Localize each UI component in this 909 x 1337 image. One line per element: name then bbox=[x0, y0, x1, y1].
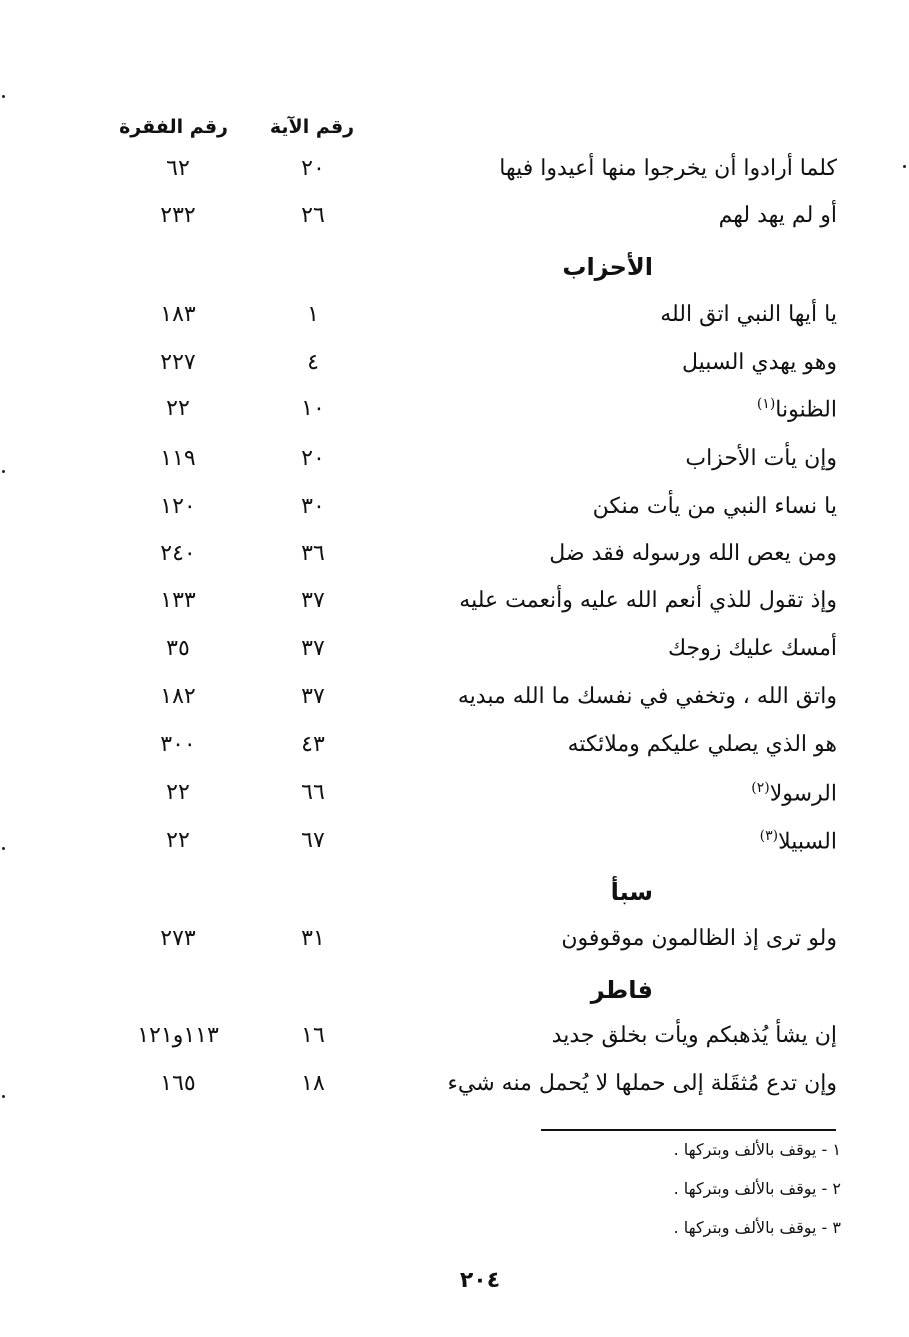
verse-text bbox=[757, 396, 837, 422]
verse-text: يا أيها النبي اتق الله bbox=[660, 302, 837, 327]
verse-word: الظنونا bbox=[775, 397, 837, 423]
section-heading-fatir: فاطر bbox=[590, 976, 653, 1004]
index-row bbox=[0, 1071, 909, 1111]
index-row bbox=[0, 541, 909, 581]
ayah-number: ٣٧ bbox=[301, 636, 325, 661]
verse-text bbox=[760, 828, 837, 854]
verse-text: أو لم يهد لهم bbox=[718, 203, 837, 228]
footnote-3: ٣ - يوقف بالألف وبتركها . bbox=[673, 1218, 841, 1237]
paragraph-number: ٢٣٢ bbox=[160, 203, 196, 228]
scan-speck bbox=[2, 95, 5, 98]
ayah-number: ٦٧ bbox=[301, 828, 325, 853]
paragraph-number: ١٨٢ bbox=[160, 684, 196, 709]
paragraph-number: ٣٠٠ bbox=[160, 732, 196, 757]
ayah-number: ٣١ bbox=[301, 926, 325, 951]
scan-speck bbox=[2, 847, 5, 850]
paragraph-number: ٢٢ bbox=[166, 828, 190, 853]
paragraph-number: ١١٣و١٢١ bbox=[137, 1023, 219, 1048]
scan-speck bbox=[2, 1095, 5, 1098]
index-row bbox=[0, 156, 909, 196]
footnote-marker: (١) bbox=[756, 396, 776, 412]
footnote-2: ٢ - يوقف بالألف وبتركها . bbox=[673, 1179, 841, 1198]
footnote-1: ١ - يوقف بالألف وبتركها . bbox=[673, 1140, 841, 1159]
index-row bbox=[0, 588, 909, 628]
page-number: ٢٠٤ bbox=[459, 1268, 501, 1293]
verse-text: هو الذي يصلي عليكم وملائكته bbox=[567, 732, 837, 757]
footnote-divider bbox=[541, 1129, 836, 1131]
index-row bbox=[0, 926, 909, 966]
index-row bbox=[0, 350, 909, 390]
index-row bbox=[0, 684, 909, 724]
verse-text: إن يشأ يُذهبكم ويأت بخلق جديد bbox=[551, 1023, 837, 1048]
scan-speck bbox=[903, 165, 906, 168]
index-row bbox=[0, 396, 909, 436]
ayah-number: ٢٠ bbox=[301, 156, 325, 181]
verse-text: كلما أرادوا أن يخرجوا منها أعيدوا فيها bbox=[499, 156, 837, 181]
index-row bbox=[0, 302, 909, 342]
verse-text bbox=[751, 780, 837, 806]
verse-text: ولو ترى إذ الظالمون موقوفون bbox=[561, 926, 837, 951]
paragraph-number: ٦٢ bbox=[166, 156, 190, 181]
footnote-marker: (٢) bbox=[751, 780, 770, 796]
paragraph-number: ٢٧٣ bbox=[160, 926, 196, 951]
paragraph-number: ٢٢ bbox=[166, 396, 190, 421]
ayah-number: ٣٦ bbox=[301, 541, 325, 566]
ayah-number: ٣٧ bbox=[301, 684, 325, 709]
verse-text: وإن تدع مُثقَلة إلى حملها لا يُحمل منه شيء bbox=[447, 1071, 837, 1096]
paragraph-number: ٢٢٧ bbox=[160, 350, 196, 375]
ayah-number: ٤٣ bbox=[301, 732, 325, 757]
ayah-number: ١ bbox=[307, 302, 319, 327]
verse-text: واتق الله ، وتخفي في نفسك ما الله مبديه bbox=[457, 684, 837, 709]
index-row bbox=[0, 203, 909, 243]
scan-speck bbox=[2, 470, 5, 473]
paragraph-number: ١٨٣ bbox=[160, 302, 196, 327]
index-row bbox=[0, 446, 909, 486]
ayah-number: ٢٠ bbox=[301, 446, 325, 471]
footnote-marker: (٣) bbox=[759, 828, 779, 844]
ayah-number: ١٦ bbox=[301, 1023, 325, 1048]
index-row bbox=[0, 732, 909, 772]
ayah-number: ٣٠ bbox=[301, 494, 325, 519]
verse-text: وإذ تقول للذي أنعم الله عليه وأنعمت عليه bbox=[459, 588, 837, 613]
column-header-paragraph: رقم الفقرة bbox=[119, 116, 228, 138]
verse-text: وهو يهدي السبيل bbox=[682, 350, 837, 375]
ayah-number: ١٨ bbox=[301, 1071, 325, 1096]
verse-text: أمسك عليك زوجك bbox=[667, 636, 837, 661]
paragraph-number: ١١٩ bbox=[160, 446, 196, 471]
verse-text: يا نساء النبي من يأت منكن bbox=[592, 494, 837, 519]
index-row bbox=[0, 780, 909, 820]
index-row bbox=[0, 636, 909, 676]
paragraph-number: ١٢٠ bbox=[160, 494, 196, 519]
verse-word: الرسولا bbox=[769, 781, 837, 807]
ayah-number: ٤ bbox=[307, 350, 319, 375]
paragraph-number: ٢٢ bbox=[166, 780, 190, 805]
ayah-number: ٢٦ bbox=[301, 203, 325, 228]
ayah-number: ٦٦ bbox=[301, 780, 325, 805]
ayah-number: ١٠ bbox=[301, 396, 325, 421]
section-heading-ahzab: الأحزاب bbox=[562, 253, 653, 281]
paragraph-number: ١٣٣ bbox=[160, 588, 196, 613]
paragraph-number: ١٦٥ bbox=[160, 1071, 196, 1096]
column-header-ayah: رقم الآية bbox=[269, 116, 355, 138]
index-row bbox=[0, 494, 909, 534]
section-heading-saba: سبأ bbox=[610, 878, 653, 906]
index-row bbox=[0, 1023, 909, 1063]
index-row bbox=[0, 828, 909, 868]
paragraph-number: ٢٤٠ bbox=[160, 541, 196, 566]
verse-text: وإن يأت الأحزاب bbox=[685, 446, 837, 471]
paragraph-number: ٣٥ bbox=[166, 636, 190, 661]
verse-text: ومن يعص الله ورسوله فقد ضل bbox=[549, 541, 837, 566]
verse-word: السبيلا bbox=[778, 829, 837, 855]
ayah-number: ٣٧ bbox=[301, 588, 325, 613]
